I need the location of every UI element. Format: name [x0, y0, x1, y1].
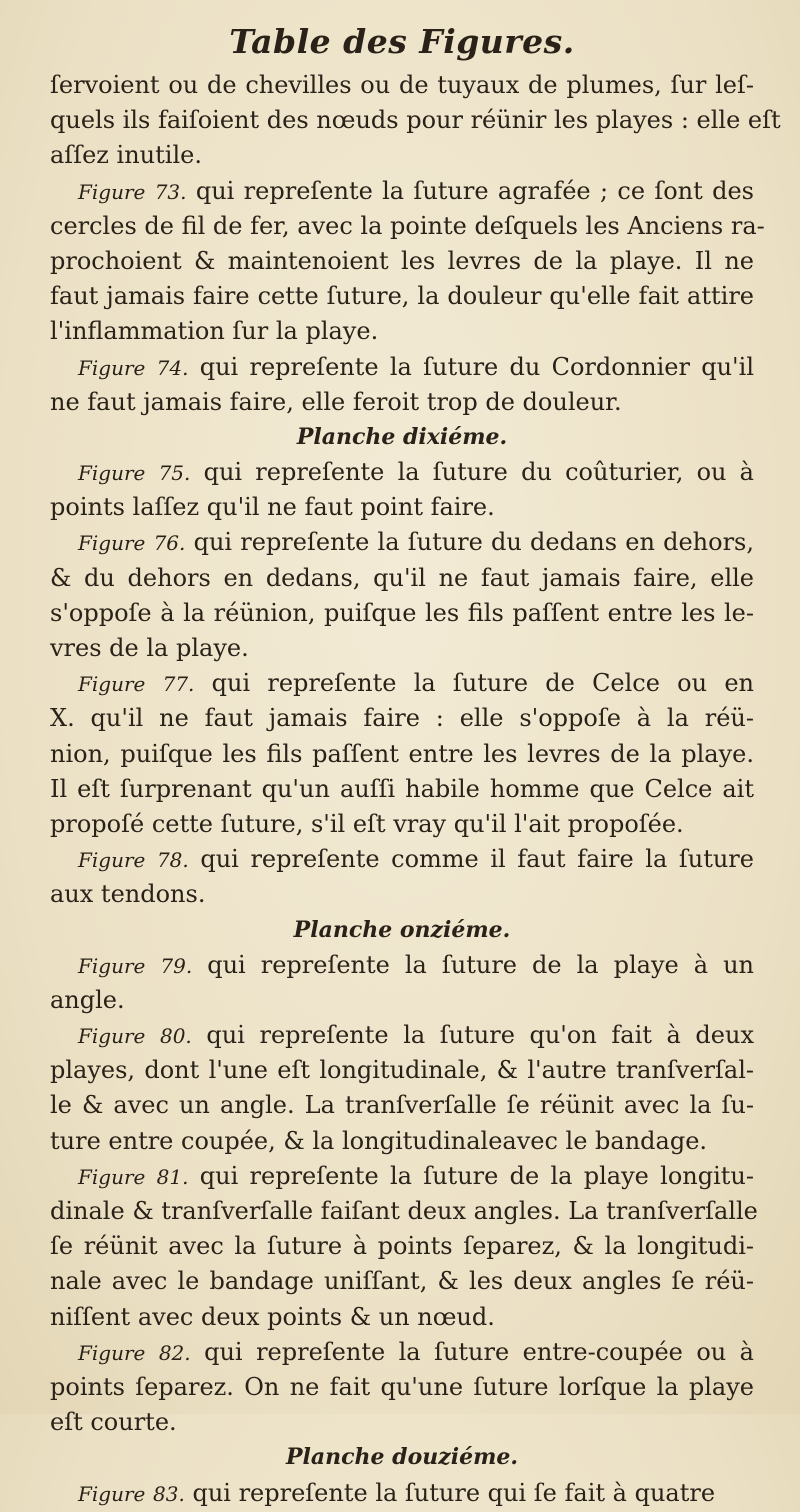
text-line: dinale & tranſverſalle faiſant deux angles. La tranſverſalle [50, 1197, 758, 1225]
figure-number: 80. [159, 1024, 192, 1049]
text-line: aſſez inutile. [50, 141, 202, 170]
text-line: ne faut jamais faire, elle feroit trop de douleur. [50, 387, 622, 416]
text-line: vres de la playe. [50, 634, 249, 662]
text-line: points ſeparez. On ne fait qu'une ſuture lorſque la playe [50, 1372, 754, 1401]
plate-heading: Planche douziéme. [285, 1444, 519, 1471]
figure-description: qui repreſente la ſuture entre-coupée ou à [204, 1337, 754, 1366]
text-line: Il eſt ſurprenant qu'un auſſi habile homme que Celce ait [50, 774, 754, 803]
text-line: quels ils faiſoient des nœuds pour réünir les playes : elle eſt [50, 106, 781, 135]
figure-label: Figure [78, 461, 146, 486]
text-line: nale avec le bandage uniſſant, & les deux angles ſe réü- [50, 1267, 754, 1296]
figure-number: 73. [154, 179, 187, 204]
figure-label: Figure [78, 672, 146, 697]
figure-entry-first-line [50, 666, 754, 701]
figure-label: Figure [78, 531, 146, 556]
text-line: cercles de fil de fer, avec la pointe deſquels les Anciens ra- [50, 211, 765, 240]
figure-label: Figure [78, 848, 146, 873]
text-line: propoſé cette ſuture, s'il eſt vray qu'il l'ait propoſée. [50, 809, 684, 838]
text-line: playes, dont l'une eſt longitudinale, & l'autre tranſverſal- [50, 1056, 754, 1085]
figure-entry-first-line [50, 525, 754, 560]
text-line: s'oppoſe à la réünion, puiſque les fils paſſent entre les le- [50, 598, 754, 627]
text-line: X. qu'il ne faut jamais faire : elle s'oppoſe à la réü- [50, 704, 754, 733]
text-line: ſe réünit avec la ſuture à points ſeparez, & la longitudi- [50, 1232, 754, 1261]
figure-entry-first-line [50, 1476, 754, 1511]
text-line: prochoient & maintenoient les levres de la playe. Il ne [50, 246, 754, 275]
figure-description: qui repreſente comme il faut faire la ſuture [200, 845, 754, 874]
page-body-text [50, 68, 781, 1511]
text-line: faut jamais faire cette ſuture, la douleur qu'elle fait attire [50, 282, 754, 311]
figure-entry-first-line [50, 1018, 754, 1053]
text-line: & du dehors en dedans, qu'il ne faut jamais faire, elle [50, 563, 754, 592]
figure-description: qui repreſente la ſuture du Cordonnier qu'il [199, 352, 754, 381]
text-line: eſt courte. [50, 1408, 177, 1437]
figure-description: qui repreſente la ſuture qu'on fait à deux [206, 1021, 754, 1050]
text-line: l'inflammation ſur la playe. [50, 317, 379, 346]
figure-entry-first-line [50, 1159, 754, 1194]
figure-entry-first-line [50, 174, 754, 209]
figure-number: 76. [153, 531, 186, 556]
text-line: niſſent avec deux points & un nœud. [50, 1302, 495, 1331]
figure-description: qui repreſente la ſuture de la playe longitu- [199, 1161, 754, 1190]
figure-label: Figure [78, 953, 146, 978]
text-line: le & avec un angle. La tranſverſalle ſe réünit avec la ſu- [50, 1091, 754, 1120]
text-line: aux tendons. [50, 880, 206, 909]
figure-number: 83. [153, 1481, 185, 1506]
figure-label: Figure [78, 1164, 146, 1189]
figure-description: qui repreſente la ſuture du dedans en dehors, [193, 528, 754, 557]
text-line: angle. [50, 985, 125, 1014]
figure-description: qui repreſente la ſuture agrafée ; ce ſont des [195, 176, 754, 205]
figure-number: 77. [162, 672, 195, 697]
running-head: Table des Figures. [229, 22, 575, 61]
figure-description: qui repreſente la ſuture qui ſe fait à quatre [192, 1478, 716, 1507]
figure-number: 74. [156, 355, 189, 380]
figure-label: Figure [78, 355, 146, 380]
figure-number: 79. [160, 953, 193, 978]
figure-description: qui repreſente la ſuture de Celce ou en [211, 669, 754, 698]
figure-label: Figure [78, 179, 146, 204]
text-line: ſervoient ou de chevilles ou de tuyaux de plumes, ſur leſ- [50, 71, 754, 99]
figure-description: qui repreſente la ſuture du coûturier, ou à [203, 458, 754, 487]
text-line: points laſſez qu'il ne faut point faire. [50, 493, 495, 522]
figure-entry-first-line [50, 455, 754, 490]
text-line: nion, puiſque les fils paſſent entre les levres de la playe. [50, 739, 754, 768]
figure-label: Figure [78, 1340, 146, 1365]
figure-number: 81. [156, 1164, 189, 1189]
figure-entry-first-line [50, 948, 754, 983]
figure-label: Figure [78, 1024, 146, 1049]
figure-entry-first-line [50, 842, 754, 877]
figure-number: 82. [158, 1340, 191, 1365]
figure-entry-first-line [50, 1335, 754, 1370]
figure-number: 75. [158, 461, 191, 486]
figure-number: 78. [156, 848, 189, 873]
figure-label: Figure [78, 1481, 146, 1506]
plate-heading: Planche dixiéme. [296, 423, 508, 450]
plate-heading: Planche onziéme. [293, 916, 511, 943]
figure-entry-first-line [50, 350, 754, 385]
text-line: ture entre coupée, & la longitudinaleavec le bandage. [50, 1126, 708, 1155]
figure-description: qui repreſente la ſuture de la playe à un [207, 950, 754, 979]
